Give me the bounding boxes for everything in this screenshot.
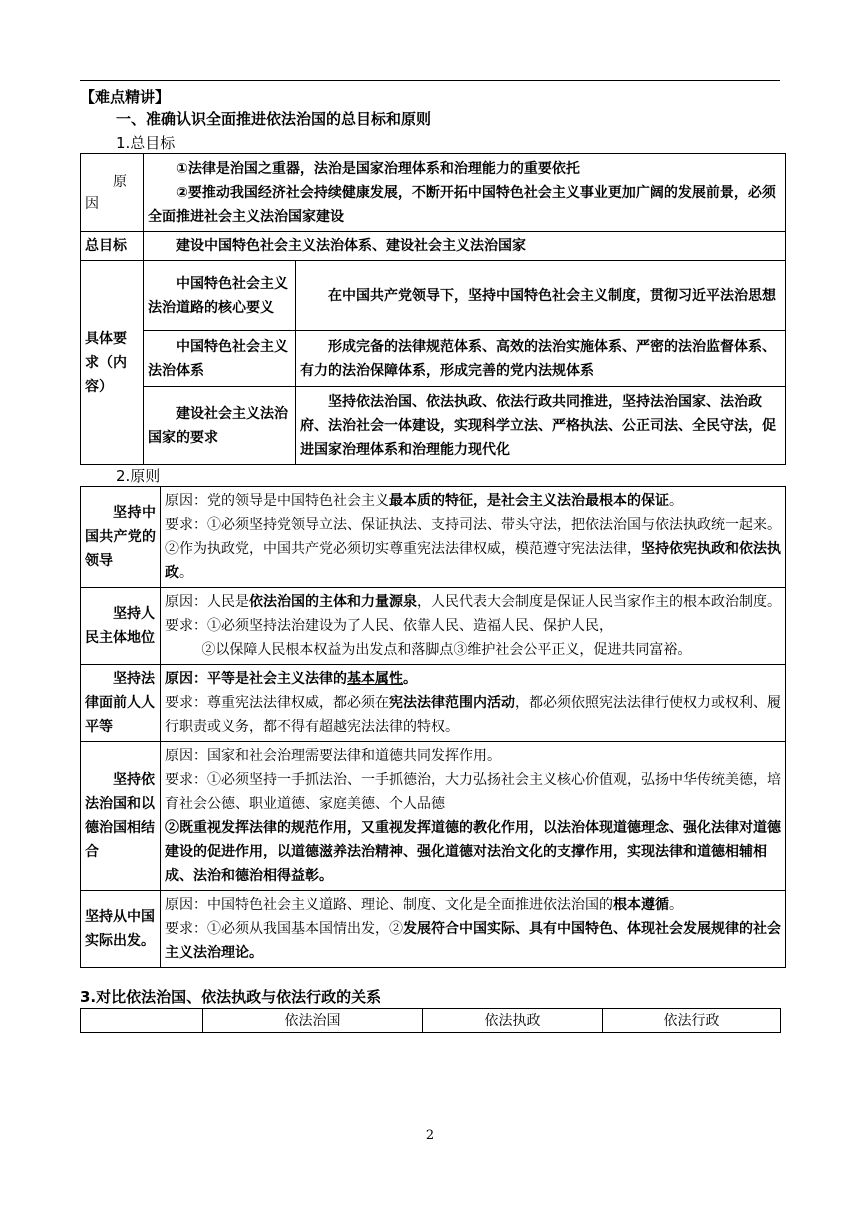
principles-table (80, 486, 786, 968)
comparison-header-blank (81, 1009, 203, 1033)
header-rule (80, 80, 780, 81)
subsection-title-3: 3.对比依法治国、依法执政与依法行政的关系 (80, 988, 382, 1006)
req-system-label: 中国特色社会主义法治体系 (144, 331, 296, 387)
principle-content-people: 原因：人民是依法治国的主体和力量源泉，人民代表大会制度是保证人民当家作主的根本政治制度。 要求：①必须坚持法治建设为了人民、依靠人民、造福人民、保护人民， ②以保障人民根本权益为出发点和落脚点③维护社会公平正义，促进共同富裕。 (161, 588, 786, 665)
principle-content-reality: 原因：中国特色社会主义道路、理论、制度、文化是全面推进依法治国的根本遵循。 要求：①必须从我国基本国情出发，②发展符合中国实际、具有中国特色、体现社会发展规律的社会主义法治理论。 (161, 891, 786, 968)
goal-label: 总目标 (81, 232, 144, 261)
principle-label-reality: 坚持从中国实际出发。 (81, 891, 161, 968)
subsection-title-2: 2.原则 (116, 467, 161, 485)
section-title-1: 一、准确认识全面推进依法治国的总目标和原则 (116, 110, 432, 128)
comparison-header-governance: 依法执政 (423, 1009, 603, 1033)
reason-item-1: ①法律是治国之重器，法治是国家治理体系和治理能力的重要依托 (176, 160, 580, 177)
requirements-label: 具体要求（内容） (81, 261, 144, 465)
comparison-header-administration: 依法行政 (603, 1009, 781, 1033)
req-country-label: 建设社会主义法治国家的要求 (144, 387, 296, 465)
comparison-table (80, 1008, 781, 1033)
principle-content-equality: 原因：平等是社会主义法律的基本属性。 要求：尊重宪法法律权威，都必须在宪法法律范围内活动，都必须依照宪法法律行使权力或权利、履行职责或义务，都不得有超越宪法法律的特权。 (161, 665, 786, 742)
req-core-label: 中国特色社会主义法治道路的核心要义 (144, 261, 296, 331)
principle-label-rule-virtue: 坚持依法治国和以德治国相结合 (81, 742, 161, 891)
req-system-text: 形成完备的法律规范体系、高效的法治实施体系、严密的法治监督体系、有力的法治保障体系，形成完善的党内法规体系 (296, 331, 786, 387)
subsection-title-1: 1.总目标 (116, 134, 176, 152)
principle-label-party: 坚持中国共产党的领导 (81, 487, 161, 588)
goal-table (80, 153, 786, 465)
comparison-header-rule-of-law: 依法治国 (203, 1009, 423, 1033)
principle-content-rule-virtue: 原因：国家和社会治理需要法律和道德共同发挥作用。 要求：①必须坚持一手抓法治、一手抓德治，大力弘扬社会主义核心价值观，弘扬中华传统美德，培育社会公德、职业道德、家庭美德、个人品德 ②既重视发挥法律的规范作用，又重视发挥道德的教化作用，以法治体现道德理念、强化法律对道德建设的促进作用，以道德滋养法治精神、强化道德对法治文化的支撑作用，实现法律和道德相辅相成、法治和德治相得益彰。 (161, 742, 786, 891)
principle-label-equality: 坚持法律面前人人平等 (81, 665, 161, 742)
page-number: 2 (425, 1128, 435, 1143)
reason-label: 原 因 (81, 154, 144, 232)
reason-content (144, 154, 786, 232)
principle-label-people: 坚持人民主体地位 (81, 588, 161, 665)
req-country-text: 坚持依法治国、依法执政、依法行政共同推进，坚持法治国家、法治政府、法治社会一体建设，实现科学立法、严格执法、公正司法、全民守法，促进国家治理体系和治理能力现代化 (296, 387, 786, 465)
req-core-text: 在中国共产党领导下，坚持中国特色社会主义制度，贯彻习近平法治思想 (296, 261, 786, 331)
principle-content-party: 原因：党的领导是中国特色社会主义最本质的特征，是社会主义法治最根本的保证。 要求：①必须坚持党领导立法、保证执法、支持司法、带头守法，把依法治国与依法执政统一起来。②作为执政党，中国共产党必须切实尊重宪法法律权威，模范遵守宪法法律，坚持依宪执政和依法执政。 (161, 487, 786, 588)
goal-text: 建设中国特色社会主义法治体系、建设社会主义法治国家 (144, 232, 786, 261)
reason-item-2: ②要推动我国经济社会持续健康发展，不断开拓中国特色社会主义事业更加广阔的发展前景，必须全面推进社会主义法治国家建设 (148, 184, 776, 225)
section-header: 【难点精讲】 (80, 88, 171, 106)
